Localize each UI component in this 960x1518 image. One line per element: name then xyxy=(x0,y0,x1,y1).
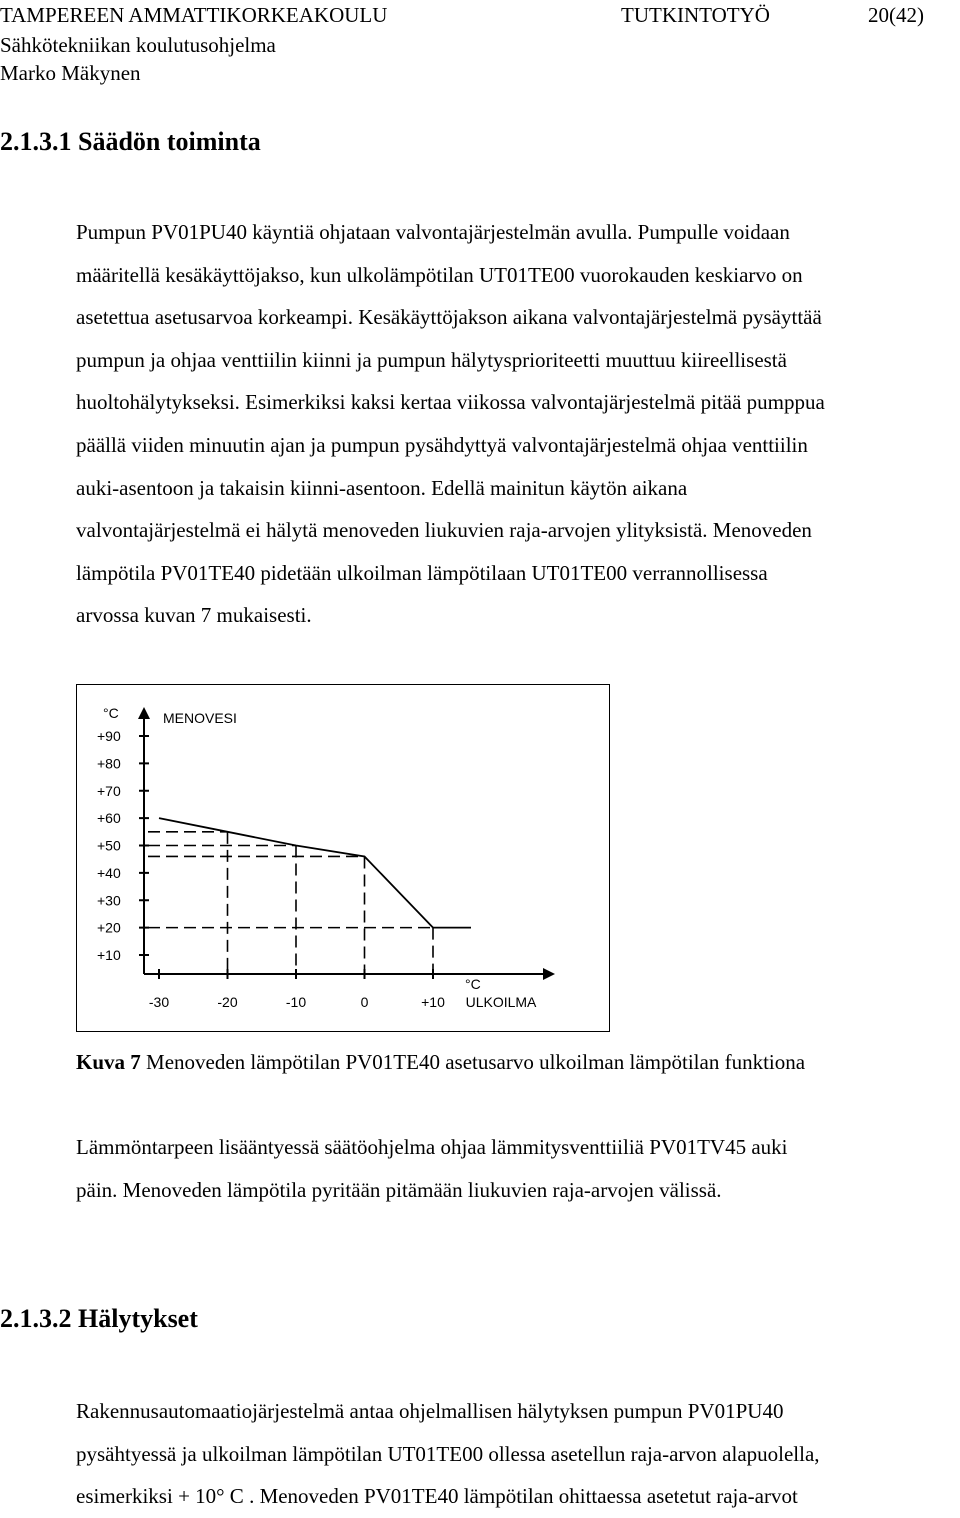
y-tick-label: +20 xyxy=(97,919,121,936)
y-tick-label: +40 xyxy=(97,864,121,881)
figure-caption-label: Kuva 7 xyxy=(76,1050,141,1074)
paragraph-line: päällä viiden minuutin ajan ja pumpun pysähdyttyä valvontajärjestelmä ohjaa venttiilin xyxy=(76,432,808,457)
x-tick-label: +10 xyxy=(421,994,445,1010)
y-tick-label: +50 xyxy=(97,837,121,854)
x-axis-arrow xyxy=(543,968,555,980)
header-institution: TAMPEREEN AMMATTIKORKEAKOULU xyxy=(0,3,388,27)
y-tick-label: +80 xyxy=(97,755,121,772)
y-unit-label: °C xyxy=(103,705,119,721)
x-tick-label: -20 xyxy=(217,994,238,1010)
figure-caption xyxy=(76,1050,805,1075)
paragraph-line: pysähtyessä ja ulkoilman lämpötilan UT01TE00 ollessa asetellun raja-arvon alapuolella, xyxy=(76,1441,820,1466)
chart-title: MENOVESI xyxy=(163,710,237,726)
paragraph-line: esimerkiksi + 10° C . Menoveden PV01TE40 lämpötilan ohittaessa asetetut raja-arvot xyxy=(76,1484,798,1509)
header-program: Sähkötekniikan koulutusohjelma xyxy=(0,33,276,57)
header-page-number: 20(42) xyxy=(868,3,924,27)
chart-svg xyxy=(77,685,609,1031)
y-tick-label: +30 xyxy=(97,892,121,909)
section-heading: 2.1.3.1 Säädön toiminta xyxy=(0,127,261,156)
paragraph-line: lämpötila PV01TE40 pidetään ulkoilman lämpötilaan UT01TE00 verrannollisessa xyxy=(76,560,768,585)
figure-caption-text: Menoveden lämpötilan PV01TE40 asetusarvo ulkoilman lämpötilan funktiona xyxy=(140,1050,806,1074)
x-axis-label: ULKOILMA xyxy=(465,994,537,1010)
paragraph-line: päin. Menoveden lämpötila pyritään pitämään liukuvien raja-arvojen välissä. xyxy=(76,1177,722,1202)
x-tick-label: 0 xyxy=(360,994,369,1010)
y-axis-arrow xyxy=(138,707,150,719)
figure-chart xyxy=(76,684,610,1032)
x-unit-label: °C xyxy=(465,976,481,992)
x-tick-label: -10 xyxy=(285,994,307,1010)
body-paragraph xyxy=(76,1390,960,1518)
body-paragraph xyxy=(76,211,960,637)
section-heading: 2.1.3.2 Hälytykset xyxy=(0,1304,198,1333)
paragraph-line: pumpun ja ohjaa venttiilin kiinni ja pumpun hälytysprioriteetti muuttuu kiireellisestä xyxy=(76,347,787,372)
paragraph-line: huoltohälytykseksi. Esimerkiksi kaksi kertaa viikossa valvontajärjestelmä pitää pumppua xyxy=(76,390,825,415)
header-author: Marko Mäkynen xyxy=(0,61,141,85)
paragraph-line: valvontajärjestelmä ei hälytä menoveden liukuvien raja-arvojen ylityksistä. Menoveden xyxy=(76,518,812,543)
x-tick-label: -30 xyxy=(148,994,170,1010)
paragraph-line: Pumpun PV01PU40 käyntiä ohjataan valvontajärjestelmän avulla. Pumpulle voidaan xyxy=(76,220,790,244)
header-doc-type: TUTKINTOTYÖ xyxy=(621,3,770,27)
body-paragraph xyxy=(76,1126,960,1211)
paragraph-line: Rakennusautomaatiojärjestelmä antaa ohjelmallisen hälytyksen pumpun PV01PU40 xyxy=(76,1399,784,1423)
paragraph-line: määritellä kesäkäyttöjakso, kun ulkolämpötilan UT01TE00 vuorokauden keskiarvo on xyxy=(76,262,803,287)
paragraph-line: arvossa kuvan 7 mukaisesti. xyxy=(76,603,312,628)
paragraph-line: Lämmöntarpeen lisääntyessä säätöohjelma ohjaa lämmitysventtiiliä PV01TV45 auki xyxy=(76,1135,788,1159)
y-tick-label: +10 xyxy=(97,947,121,963)
paragraph-line: asetettua asetusarvoa korkeampi. Kesäkäyttöjakson aikana valvontajärjestelmä pysäyttää xyxy=(76,305,822,330)
y-tick-label: +60 xyxy=(97,810,121,827)
y-tick-label: +70 xyxy=(97,782,121,799)
paragraph-line: auki-asentoon ja takaisin kiinni-asentoon. Edellä mainitun käytön aikana xyxy=(76,475,688,500)
y-tick-label: +90 xyxy=(97,728,121,744)
